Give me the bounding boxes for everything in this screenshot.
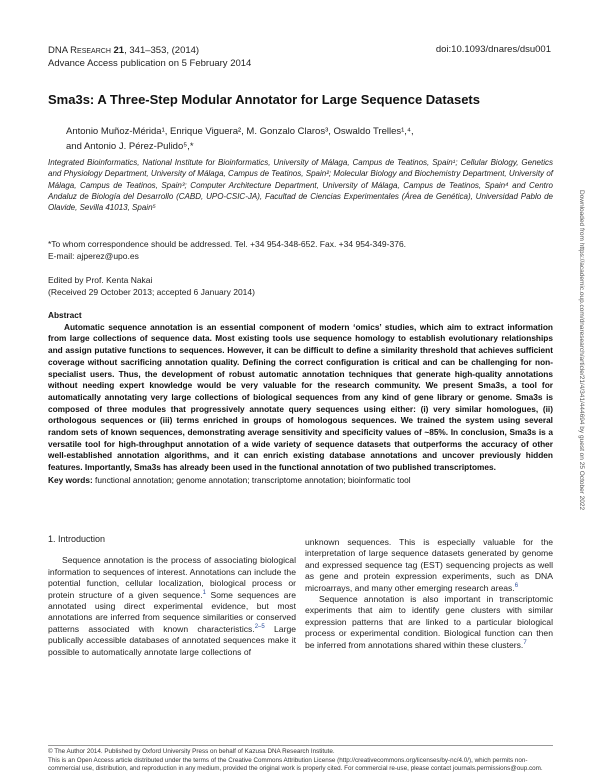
article-title: Sma3s: A Three-Step Modular Annotator for Large Sequence Datasets: [48, 92, 480, 107]
correspondence-line: *To whom correspondence should be addressed. Tel. +34 954-348-652. Fax. +34 954-349-376.: [48, 239, 407, 249]
intro-right-column: [305, 537, 553, 651]
keywords-list: functional annotation; genome annotation; transcriptome annotation; bioinformatic tool: [95, 474, 411, 485]
authors-line-2: and Antonio J. Pérez-Pulido⁵,*: [66, 141, 194, 152]
abstract-text: Automatic sequence annotation is an essential component of modern ‘omics’ studies, which aim to extract information from large collections of sequence data. Most existing tools use sequence homology to establish evolutionary relationships and assign putative functions to sequences. However, it can be difficult to define a similarity threshold that achieves sufficient coverage without sacrificing annotation quality. Defining the correct configuration is critical and can be challenging for non-specialist users. Thus, the development of robust automatic annotation techniques that generate high-quality annotations without needing expert knowledge would be very valuable for the research community. We present Sma3s, a tool for automatically annotating very large collections of biological sequences from any kind of gene library or genome. Sma3s is composed of three modules that progressively annotate query sequences using either: (i) very similar homologues, (ii) orthologous sequences or (iii) terms enriched in groups of homologous sequences. We trained the system using several random sets of known sequences, demonstrating average sensitivity and specificity values of ~85%. In conclusion, Sma3s is a versatile tool for high-throughput annotation of a wide variety of sequence datasets that outperforms the accuracy of other well-established annotation algorithms, and it can enrich existing database annotations and uncover previously hidden features. Importantly, Sma3s has already been used in the functional annotation of two published transcriptomes.: [48, 321, 553, 473]
journal-pages: 341–353, (2014): [129, 45, 200, 56]
received-dates: (Received 29 October 2013; accepted 6 January 2014): [48, 287, 255, 297]
citation-link[interactable]: 2–5: [254, 623, 265, 630]
download-watermark: [575, 190, 585, 580]
journal-name: DNA Research: [48, 45, 111, 56]
copyright-line: © The Author 2014. Published by Oxford University Press on behalf of Kazusa DNA Research Institute.: [48, 748, 335, 755]
authors-line-1: Antonio Muñoz-Mérida¹, Enrique Viguera², M. Gonzalo Claros³, Oswaldo Trelles¹,⁴,: [66, 126, 414, 137]
license-footer: [48, 745, 553, 774]
keywords-label: Key words:: [48, 474, 93, 485]
journal-volume: 21: [113, 45, 125, 56]
email-link[interactable]: E-mail: ajperez@upo.es: [48, 251, 139, 261]
license-text: This is an Open Access article distributed under the terms of the Creative Commons Attribution License (http://creativecommons.org/licenses/by-nc/4.0/), which permits non-commercial use, distribution, and reproduction in any medium, provided the original work is properly cited. For commercial re-use, please contact journals.permissions@oup.com.: [48, 756, 543, 773]
affiliations: Integrated Bioinformatics, National Institute for Bioinformatics, University of Málaga, Campus de Teatinos, Spain¹; Cellular Biology, Genetics and Physiology Department, University of Málaga, Campus de Teatinos, Spain²; Molecular Biology and Biochemistry Department, University of Málaga, Campus de Teatinos, Spain³; Computer Architecture Department, University of Málaga, Campus de Teatinos, Spain⁴ and Centro Andaluz de Biología del Desarrollo (CABD, UPO-CSIC-JA), Facultad de Ciencias Experimentales (Área de Genética), Universidad Pablo de Olavide, Sevilla 41013, Spain⁵: [48, 158, 553, 213]
advance-access: Advance Access publication on 5 February 2014: [48, 58, 252, 69]
author-list: [66, 124, 506, 154]
citation-link[interactable]: 7: [523, 639, 527, 646]
intro-paragraph-1-continued: unknown sequences. This is especially valuable for the interpretation of large sequence datasets generated by genome and expressed sequence tag (EST) sequencing projects as well as gene and protein expression experiments, such as DNA microarrays, and many other emerging research areas.$^6$: [305, 537, 553, 593]
download-notice: Downloaded from https://academic.oup.com/dnaresearch/article/21/4/341/444694 by guest on 25 October 2022: [578, 190, 585, 511]
edited-by: Edited by Prof. Kenta Nakai: [48, 275, 153, 285]
correspondence: [48, 238, 553, 262]
intro-left-column: [48, 534, 296, 658]
citation-link[interactable]: 6: [514, 582, 519, 589]
keywords: [48, 475, 553, 487]
abstract-section: [48, 310, 553, 487]
citation-link[interactable]: 1: [202, 589, 206, 596]
section-heading: 1. Introduction: [48, 534, 106, 544]
doi-link[interactable]: doi:10.1093/dnares/dsu001: [435, 44, 551, 55]
intro-paragraph-1: Sequence annotation is the process of associating biological information to sequences of interest. Annotations can include the potential function, cellular localization, biological process or protein structure of a given sequence.$^1$ Some sequences are annotated using direct experimental evidence, but most annotations are inferred from sequence similarities or conserved patterns associated with known characteristics.$^{2-5}$ Large publically accessible databases of annotated sequences make it possible to automatically annotate large collections of: [48, 555, 296, 657]
intro-paragraph-2: Sequence annotation is also important in transcriptomic experiments that aim to identify gene clusters with similar expression patterns that are linked to a particular biological process or experimental condition. Biological function can then be inferred from annotations shared within these clusters.$^7$: [305, 594, 553, 650]
journal-header: DNA Research 21, 341–353, (2014) Advance Access publication on 5 February 2014: [48, 45, 252, 69]
editorial-info: [48, 274, 553, 298]
abstract-heading: Abstract: [48, 310, 82, 320]
